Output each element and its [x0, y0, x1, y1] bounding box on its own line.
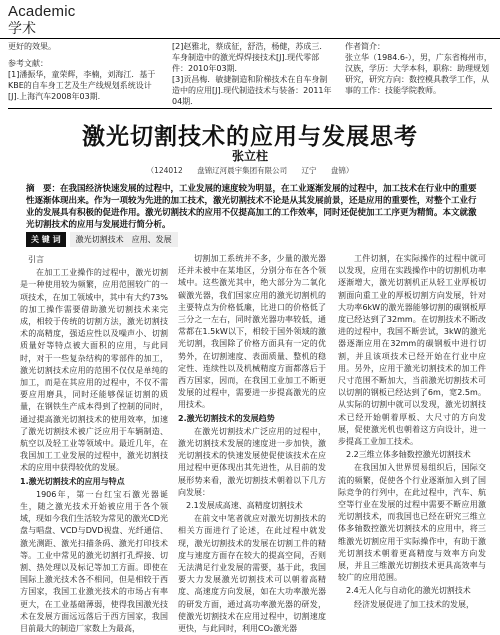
reference-line: 参考文献：: [8, 59, 48, 68]
reference-line: [3]贡昌梅．敏捷制造和阶梯技术在自车身制造中的应用[J].现代制造技术与装备：2011年04期．: [172, 75, 332, 106]
keywords-bar: [26, 232, 178, 247]
body-column-2: [178, 253, 326, 635]
reference-line: [1]潘振华，童荣辉，李楠，刘海江．基于KBE的自车身工艺及生产线规划系统设计[J].上海汽车2008年03期.: [8, 70, 156, 101]
journal-name-zh: 学术: [8, 21, 36, 37]
body-paragraph: 工件切割，在实际操作的过程中就可以发现，应用在实践操作中的切割机功率逐渐增大，激光切割机正从轻工业厚板切割面向重工业的厚板切割方向发展，针对大功率6kW的激光器能够切割的碳钢板厚度已经达到了32mm。在切割技术不断改进的过程中，我国不断尝试，3kW的激光器逐渐应用在32mm的碳钢板中进行切割，并且该项技术已经开始在行业中应用。另外，应用于激光切割技术的加工件尺寸范围不断加大，当前激光切割技术可以切割的钢板已经达到了6m，宽2.5m。从实际的切割中就可以发现，激光切割技术已经开始朝着厚板、大尺寸的方向发展，促使激光机也朝着这方向设计，进一步提高工业加工技术。: [338, 254, 486, 447]
journal-header: [8, 4, 75, 36]
article-author: 张立柱: [231, 149, 268, 163]
subsection-heading: 2.1发展成高速、高精度切割技术: [178, 501, 303, 511]
keywords-text: 激光切割技术 应用、发展: [70, 232, 178, 247]
body-paragraph: 在激光切割技术广泛应用的过程中，激光切割技术发展的速度进一步加快，激光切割技术的快速发展使促使该技术在应用过程中更体现出其先进性，从目前的发展形势来看，激光切割技术朝着以下几方向发展：: [178, 426, 326, 497]
body-column-3: [338, 253, 486, 611]
journal-name-en: Academic: [8, 3, 76, 20]
body-column-1: [20, 253, 168, 635]
keywords-label: 关 键 词: [26, 232, 66, 247]
subsection-heading: 2.4无人化与自动化的激光切割技术: [338, 586, 471, 596]
affil-province: 辽宁: [301, 166, 317, 175]
body-paragraph: 在前文中笔者就应对激光切割技术的相关方面进行了论述，在此过程中就发现，激光切割技术的发展在切割工件的精度与速度方面存在较大的提高空间，否则无法满足行业发展的需要，基于此，我国要大力发展激光切割技术可以朝着高精度、高速度方向发展，如在大功率激光器的研发方面，通过高功率激光器的研发，使激光切割技术在应用过程中，切割速度更快，与此同时，利用CO₂激光器: [178, 514, 326, 634]
reference-line: 更好的效果。: [8, 42, 56, 51]
body-paragraph: 切割加工系统并不多，少量的激光器还并未被中在某地区，分别分布在各个领域中。这些激光其中，绝大部分为二氧化碳激光器，我们国家应用的激光切割机的主要特点为价格低廉，比进口的价格低了三分之一左右，同时激光器功率较低，通常都在1.5kW以下，相较于国外领域的激光切割，我国除了价格方面具有一定的优势外，在切割速度、表面质量、整机的稳定性、连续性以及机械精度方面都落后于西方国家，因而，在我国工业加工不断更发展的过程中，需要进一步提高激光的应用技术。: [178, 254, 326, 410]
author-bio: [345, 41, 493, 96]
references-left: [8, 41, 158, 102]
reference-line: [2]赵雅北，蔡成征，舒浩，杨健，苏成三．车身制造中的激光焊焊接技术[J].现代零部件：2010年03期．: [172, 42, 328, 73]
subsection-heading: 2.2三维立体多轴数控激光切割技术: [338, 450, 471, 460]
author-affiliation: [0, 165, 500, 176]
body-paragraph: 在我国加入世界贸易组织后，国际交流的频繁，促使各个行业逐渐加入到了国际竞争的行列中，在此过程中，汽车、航空等行业在发展的过程中需要不断应用激光切割技术，而我国也已经在研究三维立体多轴数控激光切割技术的应用中，将三维激光切割应用于实际操作中，有助于激光切割技术朝着更高精度与效率方向发展，并且三维激光切割技术更具高效率与较广的应用范围。: [338, 463, 486, 583]
affil-org: 盘锦辽河晨宇集团有限公司: [197, 166, 288, 175]
references-middle: [172, 41, 332, 107]
body-paragraph: 1906年，第一台红宝石激光器诞生，随之激光技术开始被应用于各个领域，现如今我们生活较为常见的激光CD光盘与唱盘、VCD与DVD视盘、光纤通信、激光测距、激光扫描条码、激光打印技术等。工业中常见的激光切割打孔焊接、切割、热处理以及标记等加工方面。即使在国际上激光技术各不相同，但是相较于西方国家，我国工业激光技术的市场占有率更大，在工业基础薄弱，使得我国激光技术在发展方面远远落后于西方国家，我国目前最大的制造厂家数上为最高，: [20, 489, 168, 634]
subsection-heading: 引言: [20, 255, 44, 264]
reference-line: 作者简介：: [345, 42, 385, 51]
abstract: 摘 要：在我国经济快速发展的过程中，工业发展的速度较为明显，在工业逐渐发展的过程中，加工技术在行业中的重要性逐渐体现出来。作为一项较为先进的加工技术，激光切割技术不论是从其发展前景，还是应用的重要性，对整个工业行业的发展具有积极的促进作用。激光切割技术的应用不仅提高加工的工作效率，同时还促使加工工序更为精简。本文就激光切割技术的应用与发展进行简分析。: [26, 184, 477, 230]
affil-code: （124012: [146, 166, 183, 175]
section-heading: 2.激光切割技术的发展趋势: [178, 413, 275, 423]
article-title: 激光切割技术的应用与发展思考: [82, 124, 418, 150]
header-rule: [0, 38, 500, 39]
affil-city: 盘锦）: [330, 166, 354, 175]
section-rule: [8, 108, 492, 109]
body-paragraph: 经济发展促进了加工技术的发展，: [354, 599, 474, 609]
body-paragraph: 在加工工业操作的过程中，激光切割是一种使用较为频繁，应用范围较广的一项技术，在加工领域中，其中有大约73%的加工操作需要借助激光切割技术来完成，相较于传统的切割方法，激光切割技术的高精度，强适应性以及噪声小、切割质量好等特点被大面积的应用，与此同时，对于一些复杂结构的零部件的加工，激光切割技术应用的范围不仅仅是单纯的加工，而是在其应用的过程中，不仅不需要应用磨具，同时还能够保证切割的质量，在钢铁生产成本得到了控制的同时，通过提高激光切割技术的使用效率，加速了激光切割技术被广泛应用于车辆制造、航空以及轻工业等领域中。最近几年，在我国加工工业发展的过程中，激光切割技术的应用中获得较优的发展。: [20, 268, 168, 473]
section-heading: 1.激光切割技术的应用与特点: [20, 476, 125, 486]
reference-line: 张立华（1984.6-），男，广东省梅州市，汉族，学历：大学本科，职称：助理规划研究，研究方向：数控模具教学工作，从事的工作：技能学院教师。: [345, 53, 492, 95]
